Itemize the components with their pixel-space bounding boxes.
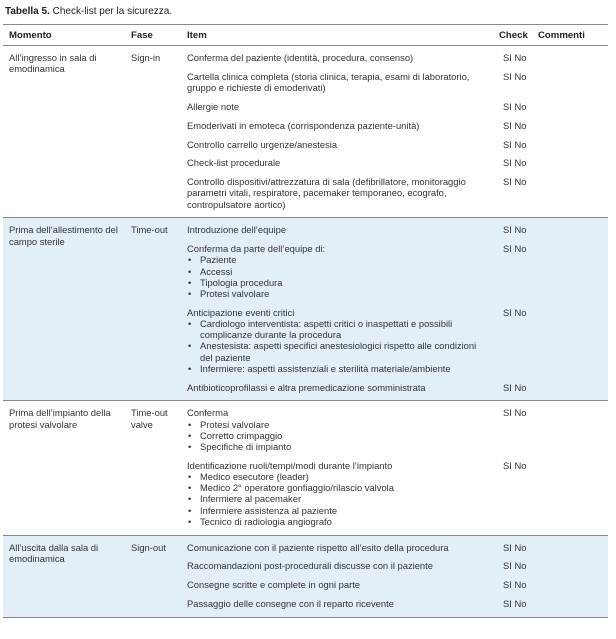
table-caption [5,6,613,18]
item-text: Passaggio delle consegne con il reparto ricevente [187,598,394,610]
item-cell [181,401,491,535]
checklist-item [187,176,487,217]
item-bullet: • Cardiologo interventista: aspetti critici o inaspettati e possibili complicanze durante la procedura [187,318,487,340]
item-text: Emoderivati in emoteca (corrispondenza paziente-unità) [187,119,420,131]
item-bullet: • Protesi valvolare [187,419,487,430]
fase-cell: Sign-in [131,52,161,64]
item-bullet: • Protesi valvolare [187,288,487,299]
fase-cell: Time-out valve [125,401,181,535]
item-bullet: • Tecnico di radiologia angiografo [187,516,487,527]
check-options[interactable]: SI No [503,119,527,131]
safety-checklist-table [3,24,608,618]
checklist-item [187,157,487,176]
commenti-cell [532,46,608,218]
momento-cell: All’uscita dalla sala di emodinamica [3,535,125,617]
check-options[interactable]: SI No [503,243,527,255]
checklist-item [187,579,487,598]
momento-cell: Prima dell’impianto della protesi valvolare [3,401,125,535]
header-fase: Fase [125,25,181,46]
header-row [3,25,608,46]
fase-cell: Sign-out [125,535,181,617]
item-text: Check-list procedurale [187,157,281,169]
commenti-cell [532,218,608,401]
checklist-item [187,307,487,382]
item-bullet: • Paziente [187,254,487,265]
checklist-item [187,560,487,579]
item-bullet: • Corretto crimpaggio [187,430,487,441]
check-options[interactable]: SI No [503,157,527,169]
commenti-cell [532,535,608,617]
check-options[interactable]: SI No [503,407,527,419]
check-options[interactable]: SI No [503,381,527,393]
group-row-time-out-valve [3,401,608,535]
checklist-item [187,120,487,139]
header-check: Check [491,25,532,46]
check-options[interactable]: SI No [503,541,527,553]
checklist-item [187,598,487,617]
check-cell [491,535,532,617]
header-momento: Momento [3,25,125,46]
item-bullet: • Tipologia procedura [187,277,487,288]
checklist-item [187,52,487,71]
commenti-cell [532,401,608,535]
check-options[interactable]: SI No [503,70,527,82]
item-text: Allergie note [187,101,240,112]
item-bullet: • Accessi [187,266,487,277]
check-cell [491,46,532,218]
group-row-sign-out [3,535,608,617]
check-options[interactable]: SI No [503,100,527,112]
item-text: Consegne scritte e complete in ogni parte [187,579,361,591]
item-cell [181,218,491,401]
item-cell [181,535,491,617]
check-options[interactable]: SI No [503,306,527,318]
item-text: Identificazione ruoli/tempi/modi durante l’impianto [187,459,393,471]
table-body [3,46,608,618]
header-item: Item [181,25,491,46]
group-row-sign-in [3,46,608,218]
checklist-item [187,460,487,535]
check-options[interactable]: SI No [503,579,527,591]
check-cell [491,401,532,535]
check-options[interactable]: SI No [503,560,527,572]
item-bullet: • Infermiere: aspetti assistenziali e sterilità materiale/ambiente [187,363,487,374]
checklist-item [187,139,487,158]
item-text: Conferma [187,407,229,419]
item-text: Antibioticoprofilassi e altra premedicazione somministrata [187,381,426,393]
item-bullet: • Anestesista: aspetti specifici anestesiologici rispetto alle condizioni del paziente [187,340,487,362]
item-text: Comunicazione con il paziente rispetto all’esito della procedura [187,541,449,553]
item-text: Controllo carrello urgenze/anestesia [187,138,338,150]
caption-label: Tabella 5. [5,6,50,17]
momento-cell: Prima dell’allestimento del campo sterile [3,218,125,401]
item-bullet: • Specifiche di impianto [187,441,487,452]
item-text: Raccomandazioni post-procedurali discusse con il paziente [187,560,433,572]
item-text: Controllo dispositivi/attrezzatura di sala (defibrillatore, monitoraggio parametri vitali, respiratore, pacemaker temporaneo, ecografo, contropulsatore aortico) [187,176,466,210]
check-options[interactable]: SI No [503,176,527,188]
checklist-item [187,542,487,561]
item-bullet: • Medico 2° operatore gonfiaggio/rilascio valvola [187,482,487,493]
checklist-item [187,101,487,120]
checklist-item [187,243,487,307]
item-text: Introduzione dell’equipe [187,224,287,236]
check-options[interactable]: SI No [503,52,527,64]
momento-cell: All’ingresso in sala di emodinamica [9,52,97,75]
group-row-time-out [3,218,608,401]
caption-text: Check-list per la sicurezza. [49,6,173,17]
item-text: Anticipazione eventi critici [187,306,295,318]
item-text: Cartella clinica completa (storia clinica, terapia, esami di laboratorio, gruppo e richieste di emoderivati) [187,71,470,94]
check-options[interactable]: SI No [503,459,527,471]
item-cell [181,46,491,218]
checklist-document [3,0,613,618]
item-text: Conferma da parte dell’equipe di: [187,243,326,255]
check-cell [491,218,532,401]
check-options[interactable]: SI No [503,138,527,150]
checklist-item [187,382,487,401]
checklist-item [187,71,487,101]
check-options[interactable]: SI No [503,224,527,236]
header-commenti: Commenti [532,25,608,46]
item-text: Conferma del paziente (identità, procedura, consenso) [187,52,414,64]
check-options[interactable]: SI No [503,597,527,609]
item-bullet: • Medico esecutore (leader) [187,471,487,482]
item-bullet: • Infermiere assistenza al paziente [187,505,487,516]
checklist-item [187,407,487,459]
item-bullet: • Infermiere al pacemaker [187,493,487,504]
checklist-item [187,224,487,243]
fase-cell: Time-out [125,218,181,401]
